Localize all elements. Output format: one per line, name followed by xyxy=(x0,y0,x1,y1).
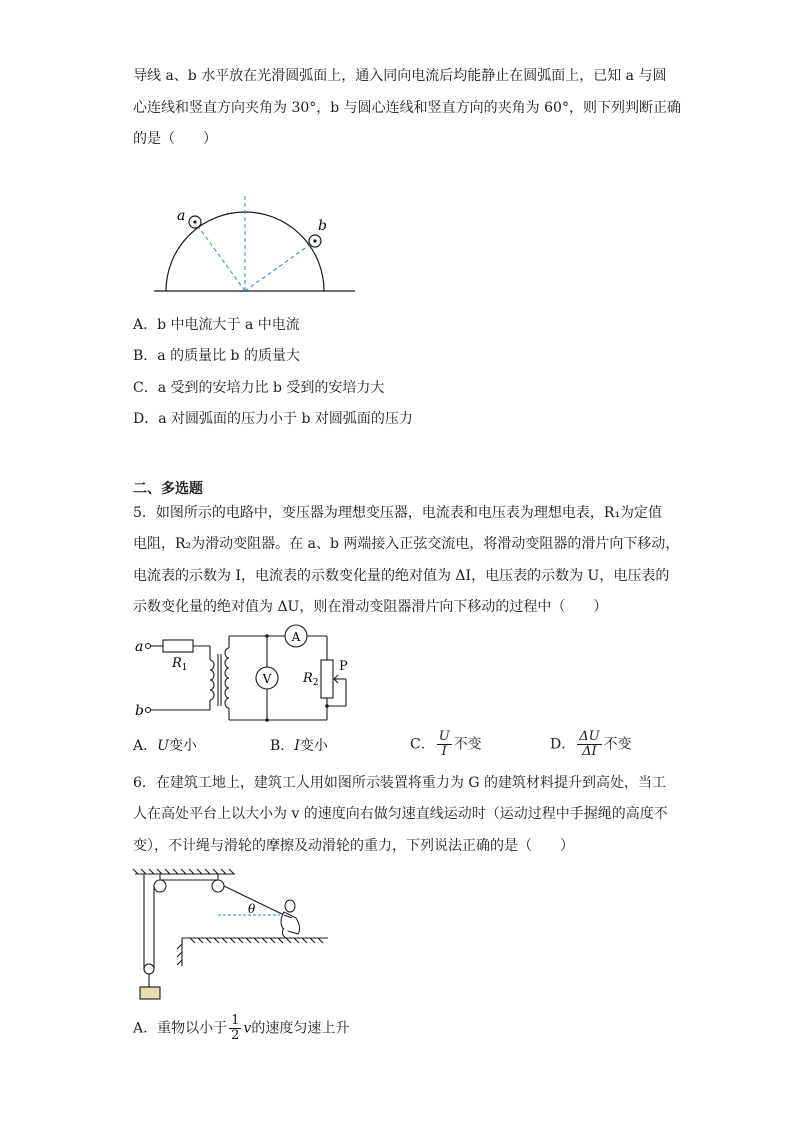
label-a: a xyxy=(177,208,186,224)
ammeter-icon: A xyxy=(291,630,301,644)
wire-a-icon xyxy=(189,216,201,228)
q5-line-2: 电阻，R₂为滑动变阻器。在 a、b 两端接入正弦交流电，将滑动变阻器的滑片向下移动， xyxy=(133,536,680,552)
angle-label: θ xyxy=(248,902,256,916)
q5-line-1: 5．如图所示的电路中，变压器为理想变压器，电流表和电压表为理想电表，R₁为定值 xyxy=(133,505,663,521)
q5-option-d[interactable]: D． $\frac{\Delta U}{\Delta I}$ 不变 xyxy=(550,729,632,759)
q5-option-c[interactable]: C． $\frac{U}{I}$ 不变 xyxy=(410,729,482,759)
q4-option-b[interactable]: B．a 的质量比 b 的质量大 xyxy=(133,348,300,364)
q6-line-3: 变），不计绳与滑轮的摩擦及动滑轮的重力，下列说法正确的是（ ） xyxy=(133,838,574,854)
q5-line-4: 示数变化量的绝对值为 ΔU，则在滑动变阻器滑片向下移动的过程中（ ） xyxy=(133,599,608,615)
label-b: b xyxy=(318,218,327,234)
q4-line-3: 的是（ ） xyxy=(133,131,217,147)
voltmeter-icon: V xyxy=(262,672,272,686)
section-title: 二、多选题 xyxy=(133,481,203,497)
q6-line-2: 人在高处平台上以大小为 v 的速度向右做匀速直线运动时（运动过程中手握绳的高度不 xyxy=(133,806,668,822)
q5-line-3: 电流表的示数为 I，电流表的示数变化量的绝对值为 ΔI，电压表的示数为 U，电压表的 xyxy=(133,568,670,584)
q4-option-a[interactable]: A．b 中电流大于 a 中电流 xyxy=(133,317,300,333)
r1-label: $R_1$ xyxy=(172,656,188,673)
q6-pulley-figure xyxy=(130,866,340,1006)
terminal-a-label: a xyxy=(135,639,144,655)
q4-option-c[interactable]: C．a 受到的安培力比 b 受到的安培力大 xyxy=(133,380,385,396)
slider-label: P xyxy=(339,659,348,674)
terminal-b-label: b xyxy=(135,703,144,719)
q6-line-1: 6．在建筑工地上，建筑工人用如图所示装置将重力为 G 的建筑材料提升到高处，当工 xyxy=(133,775,666,791)
r2-label: $R_2$ xyxy=(303,671,319,688)
wire-b-icon xyxy=(309,235,321,247)
q5-option-b[interactable]: B．I变小 xyxy=(270,738,328,754)
worker-icon xyxy=(281,900,300,938)
q4-line-1: 导线 a、b 水平放在光滑圆弧面上，通入同向电流后均能静止在圆弧面上，已知 a 与圆 xyxy=(133,68,667,84)
q4-semicircle-figure xyxy=(150,190,390,300)
q5-circuit-figure xyxy=(130,624,370,724)
q5-option-a[interactable]: A．U变小 xyxy=(133,738,197,754)
q6-option-a[interactable]: A．重物以小于 $\frac{1}{2}$ v的速度匀速上升 xyxy=(133,1013,350,1043)
q4-option-d[interactable]: D．a 对圆弧面的压力小于 b 对圆弧面的压力 xyxy=(133,411,413,427)
q4-line-2: 心连线和竖直方向夹角为 30°，b 与圆心连线和竖直方向的夹角为 60°，则下列判断正确 xyxy=(133,100,681,116)
